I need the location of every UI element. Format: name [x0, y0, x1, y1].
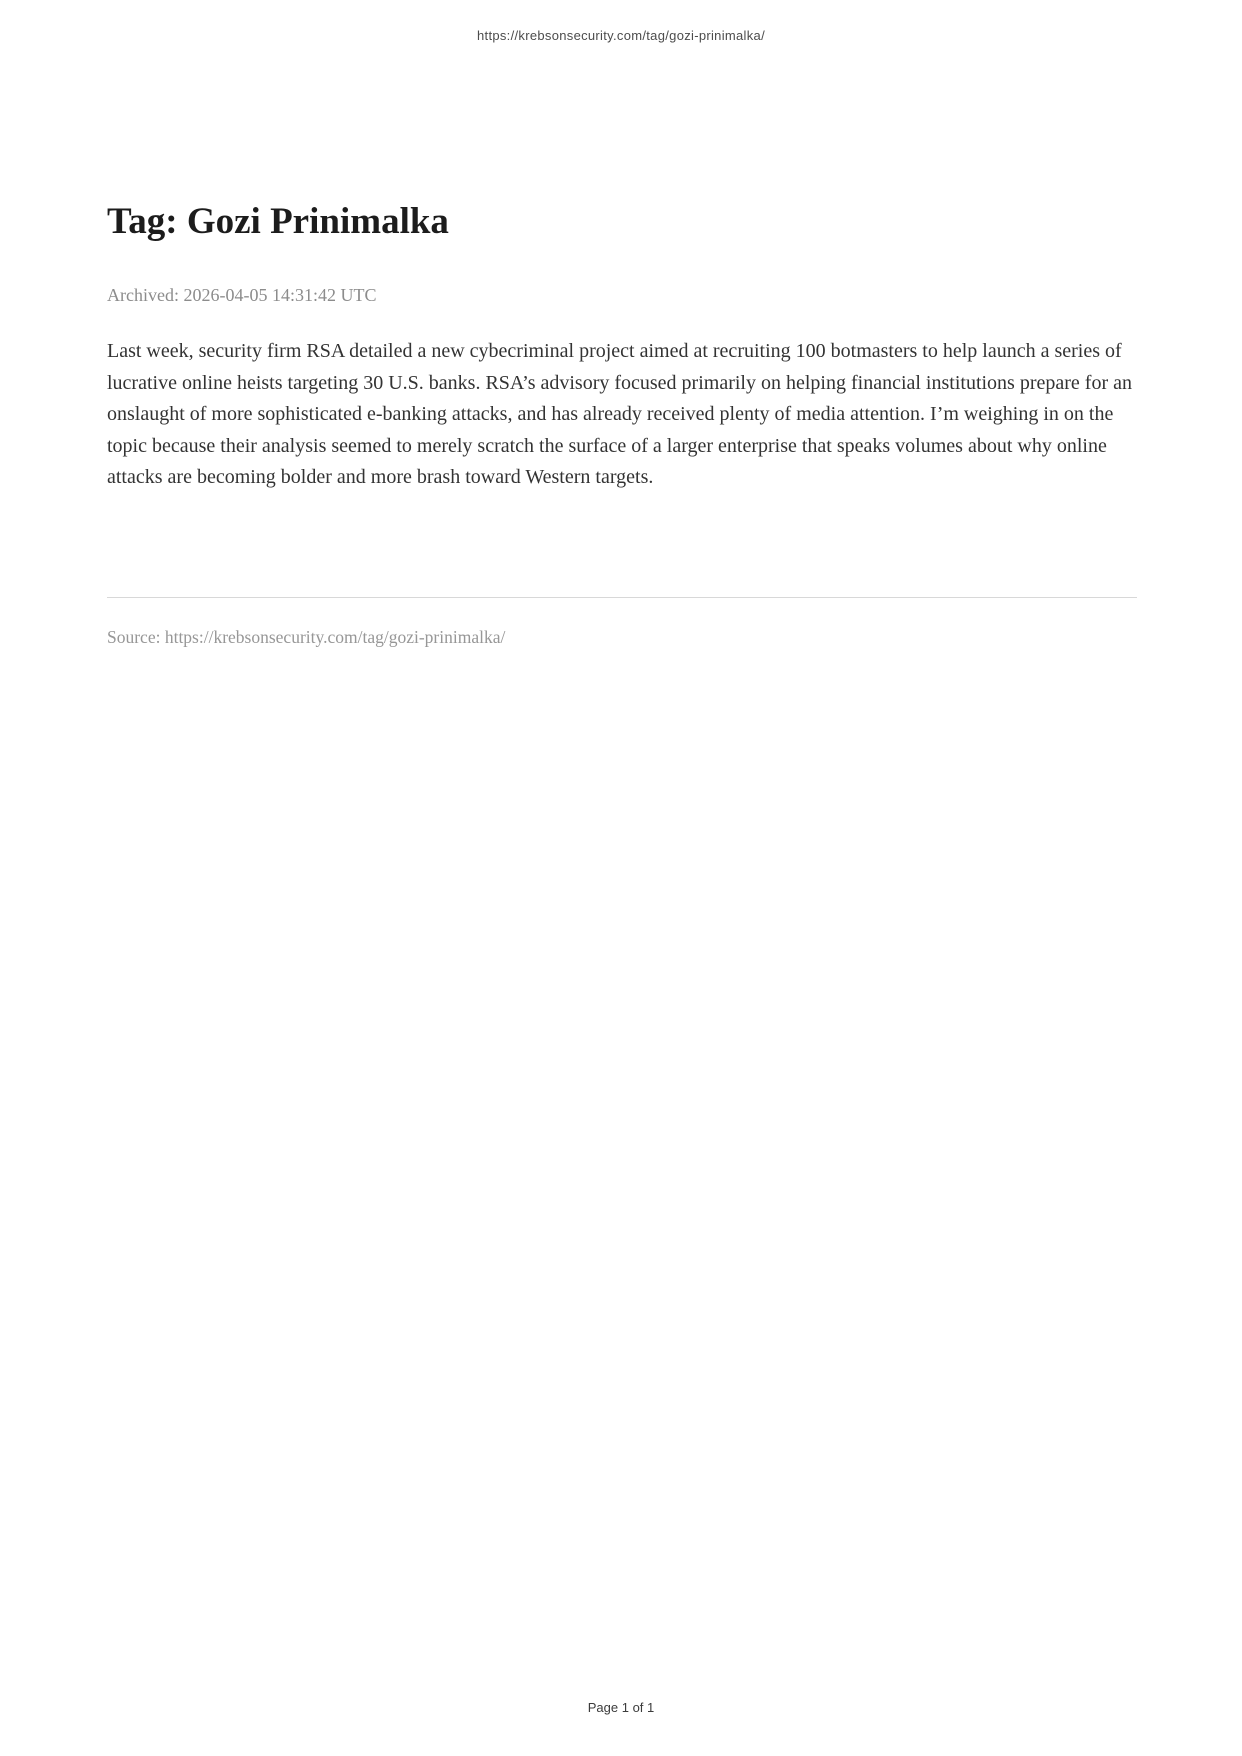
header-url: https://krebsonsecurity.com/tag/gozi-prinimalka/: [477, 28, 765, 43]
source-url-line: Source: https://krebsonsecurity.com/tag/gozi-prinimalka/: [107, 627, 506, 647]
page-number-footer: Page 1 of 1: [587, 1700, 655, 1715]
page-title: Tag: Gozi Prinimalka: [107, 201, 449, 242]
article-paragraph: Last week, security firm RSA detailed a new cybecriminal project aimed at recruiting 100 botmasters to help launch a series of lucrative online heists targeting 30 U.S. banks. RSA’s advisory focused primarily on helping financial institutions prepare for an onslaught of more sophisticated e-banking attacks, and has already received plenty of media attention. I’m weighing in on the topic because their analysis seemed to merely scratch the surface of a larger enterprise that speaks volumes about why online attacks are becoming bolder and more brash toward Western targets.: [107, 340, 1132, 488]
divider-rule: [107, 597, 1137, 598]
archived-timestamp: Archived: 2026-04-05 14:31:42 UTC: [107, 285, 377, 305]
